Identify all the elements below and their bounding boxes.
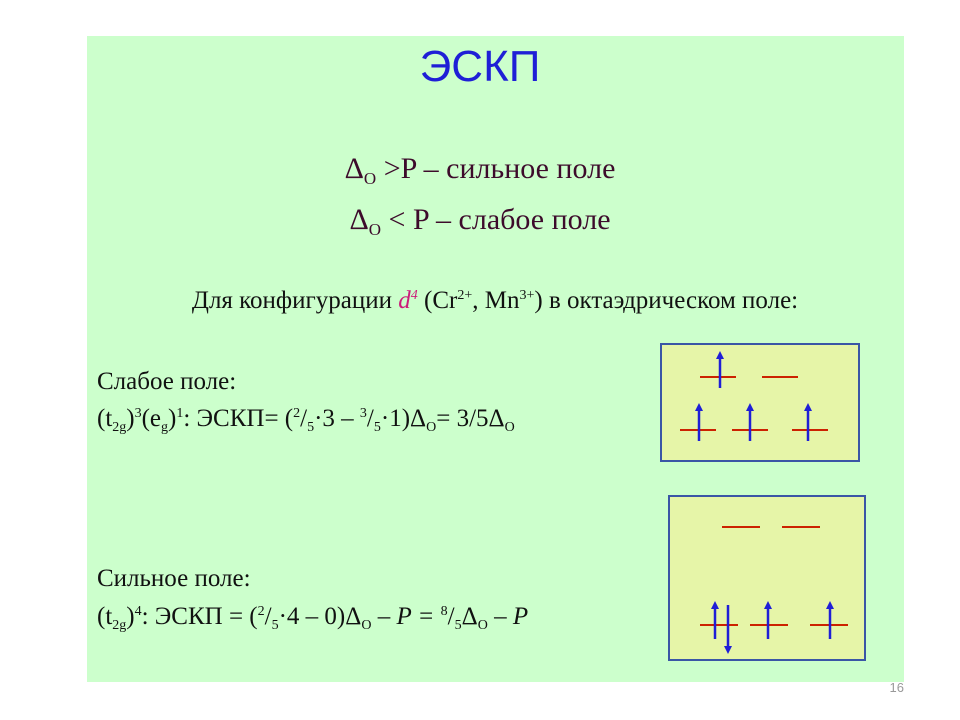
slide-title: ЭСКП (419, 42, 541, 91)
strong-field-condition: $\Delta_O >P$ – сильное поле (344, 152, 616, 188)
strong-field-heading: Сильное поле: (97, 565, 251, 592)
configuration-intro: Для конфигурации $d^4$ ($Cr^{2+}$, $Mn^{3+}$) в октаэдрическом поле: (191, 287, 799, 314)
weak-field-diagram-svg (662, 345, 858, 460)
strong-field-diagram (668, 495, 866, 661)
weak-field-diagram (660, 343, 860, 462)
strong-field-formula: $(t_{2g})^4$: ЭСКП = $(^2/_5\cdot 4 - 0)\Delta_O - P = ^8/_5\Delta_O - P$ (97, 603, 529, 633)
weak-field-formula: $(t_{2g})^3(e_g)^1$: ЭСКП= $(^2/_5\cdot 3 - ^3/_5\cdot 1)\Delta_O= 3/5\Delta_O$ (97, 405, 515, 435)
weak-field-condition: $\Delta_O < P$ – слабое поле (349, 203, 611, 239)
weak-field-heading: Слабое поле: (97, 368, 237, 395)
strong-field-diagram-svg (670, 497, 864, 659)
page-number: 16 (889, 680, 904, 695)
